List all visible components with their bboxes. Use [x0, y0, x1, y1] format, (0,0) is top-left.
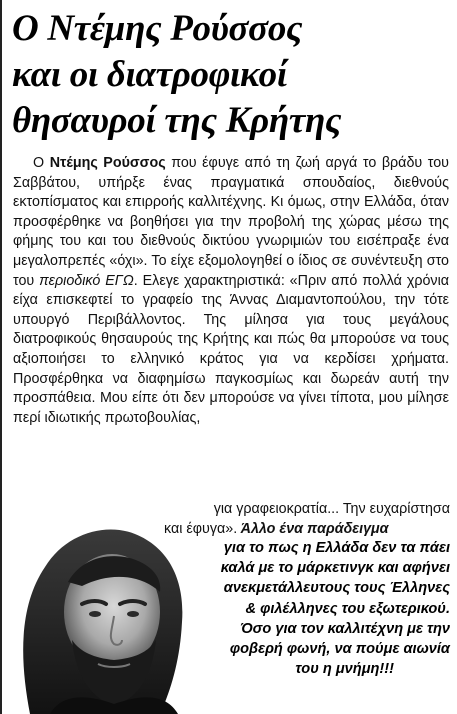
article-line-bureaucracy: για γραφειοκρατία... Την ευχαρίστησα — [213, 501, 450, 517]
closing-commentary — [168, 538, 450, 679]
closing-line-1: για το πως η Ελλάδα δεν τα πάει — [223, 540, 450, 556]
closing-intro: Άλλο ένα παράδειγμα — [237, 520, 389, 537]
headline-line-1: Ο Ντέμης Ρούσσος — [12, 8, 303, 49]
article-text-part-2: . Ελεγε χαρακτηριστικά: «Πριν από πολλά χρόνια είχα επισκεφτεί το γραφείο της Άννας Διαμαντοπούλου, την τότε υπουργό Περιβάλλοντος. Της μίλησα για τους μεγάλους διατροφικούς θησαυρούς της Κρήτης και πώς θα μπορούσε να τους αξιοποιήσει το ελληνικό κράτος για να κερδίσει χρήματα. Προσφέρθηκα να διαφημίσω παγκοσμίως και δωρεάν αυτή την προσπάθεια. Μου είπε ότι δεν μπορούσε να γίνει τίποτα, μου μίλησε περί ιδιωτικής πρωτοβουλίας, — [13, 272, 450, 426]
closing-line-5: Όσο για τον καλλιτέχνη με την — [240, 620, 450, 637]
lead-article: Ο — [33, 155, 50, 171]
article-text-part-1: που έφυγε από τη ζωή αργά το βράδυ του Σαββάτου, υπήρξε ένας πραγματικά σπουδαίος, διεθνούς εκτοπίσματος και επιρροής καλλιτέχνης. Κι όμως, στην Ελλάδα, όταν προσφέρθηκε να βοηθήσει για την προβολή της χώρας μέσω της φήμης του και του διεθνούς δικτύου γνωριμιών του εισέπραξε ένα μεγαλοπρεπές «όχι». Το είχε εξομολογηθεί ο ίδιος σε συνέντευξη στο του — [13, 155, 449, 289]
headline — [12, 6, 452, 144]
closing-line-3: ανεκμετάλλευτους τους Έλληνες — [223, 580, 450, 597]
article-body — [13, 154, 449, 428]
headline-line-2: και οι διατροφικοί — [12, 54, 287, 95]
article-continuation — [120, 500, 450, 539]
closing-line-7: του η μνήμη!!! — [295, 661, 394, 678]
closing-line-2: καλά με το μάρκετινγκ και αφήνει — [220, 560, 450, 577]
magazine-name: περιοδικό ΕΓΩ — [39, 272, 134, 289]
closing-line-6: φοβερή φωνή, να πούμε αιωνία — [229, 641, 450, 658]
closing-line-4: & φιλέλληνες του εξωτερικού. — [245, 600, 450, 617]
article-line-left-quote — [120, 520, 450, 540]
quote-end: και έφυγα». — [164, 520, 238, 537]
person-name: Ντέμης Ρούσσος — [49, 155, 166, 171]
headline-line-3: θησαυροί της Κρήτης — [12, 100, 342, 141]
